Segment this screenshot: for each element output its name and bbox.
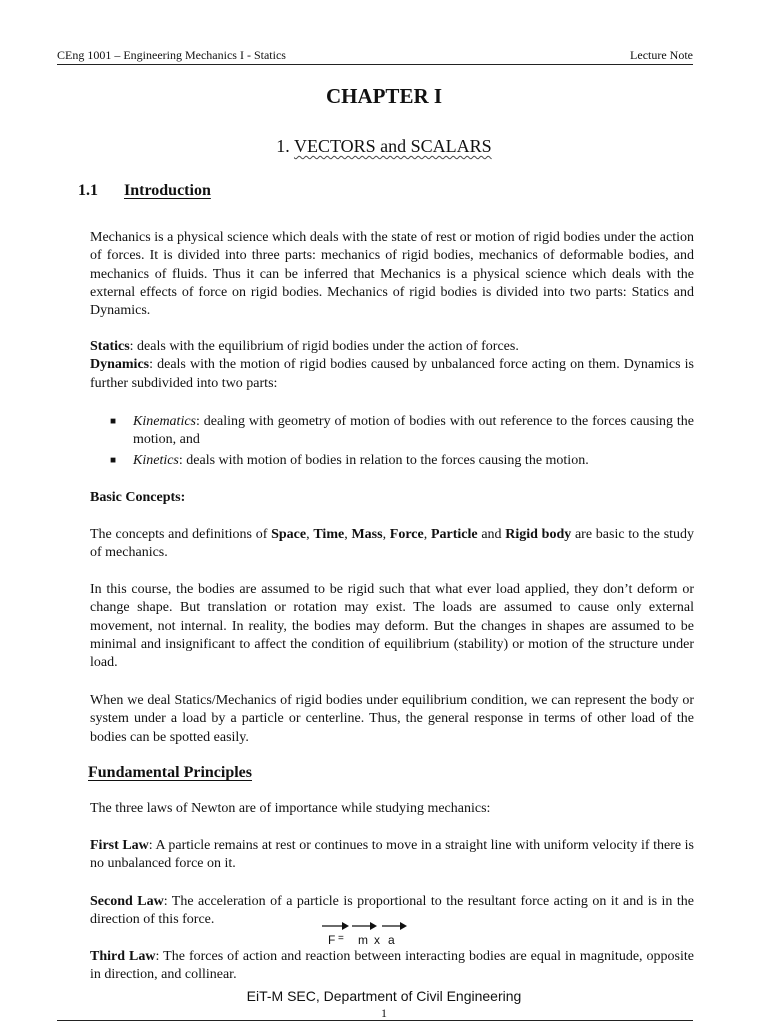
first-law-paragraph	[90, 837, 694, 874]
definitions-paragraph	[90, 338, 694, 393]
statics-term: Statics	[90, 339, 130, 354]
first-law-term: First Law	[90, 838, 149, 853]
concepts-text-end: are basic to the study of mechanics.	[90, 527, 695, 561]
kinematics-term: Kinematics	[133, 414, 196, 429]
separator: ,	[382, 527, 390, 542]
formula-times: x	[374, 933, 381, 947]
formula-force: F	[328, 933, 337, 947]
particle-term: Particle	[430, 527, 478, 542]
mass-term: Mass	[351, 527, 383, 542]
list-item	[90, 413, 694, 450]
second-law-term: Second Law	[90, 894, 164, 909]
kinetics-term: Kinetics	[133, 452, 179, 468]
basic-concepts-heading: Basic Concepts:	[90, 490, 186, 505]
third-law-term: Third Law	[90, 949, 156, 964]
formula-mass: m	[358, 933, 369, 947]
list-item	[90, 452, 694, 470]
rigid-body-term: Rigid body	[505, 527, 572, 542]
third-law-paragraph	[90, 948, 694, 985]
page-number: 1	[381, 1006, 387, 1020]
title-number: 1.	[276, 136, 294, 156]
section-number: 1.1	[78, 182, 98, 199]
dynamics-subdivisions-list	[90, 413, 694, 472]
statics-text: : deals with the equilibrium of rigid bodies under the action of forces.	[129, 339, 519, 354]
second-law-text: : The acceleration of a particle is proportional to the resultant force acting on it and is in the direction of this force.	[90, 894, 694, 928]
fundamental-principles-heading: Fundamental Principles	[88, 764, 253, 781]
vector-arrows-icon	[322, 920, 422, 934]
separator: ,	[423, 527, 431, 542]
running-header	[57, 48, 693, 65]
newton-second-law-formula	[322, 920, 422, 950]
page-footer: EiT-M SEC, Department of Civil Engineering	[246, 988, 522, 1004]
kinematics-text: : dealing with geometry of motion of bodies with out reference to the forces causing the motion, and	[133, 414, 694, 448]
newton-laws-intro: The three laws of Newton are of importance while studying mechanics:	[90, 801, 491, 816]
time-term: Time	[313, 527, 345, 542]
section-title: Introduction	[124, 182, 211, 199]
separator: and	[477, 527, 506, 542]
formula-equals: =	[338, 933, 345, 944]
title-text: VECTORS and SCALARS	[293, 136, 492, 156]
force-term: Force	[389, 527, 424, 542]
intro-paragraph: Mechanics is a physical science which deals with the state of rest or motion of rigid bodies under the action of forces. It is divided into three parts: mechanics of rigid bodies, mechanics of deformable bodies, and mechanics of fluids. Thus it can be inferred that Mechanics is a physical science which deals with the external effects of force on rigid bodies. Mechanics of rigid bodies is divided into two parts: Statics and Dynamics.	[90, 230, 694, 319]
dynamics-text: : deals with the motion of rigid bodies caused by unbalanced force acting on them. Dynamics is further subdivided into two parts:	[90, 357, 694, 391]
space-term: Space	[271, 527, 307, 542]
equilibrium-paragraph: When we deal Statics/Mechanics of rigid bodies under equilibrium condition, we can represent the body or system under a load by a particle or centerline. Thus, the general response in terms of other load of the bodies can be spotted easily.	[90, 693, 694, 745]
third-law-text: : The forces of action and reaction between interacting bodies are equal in magnitude, opposite in direction, and collinear.	[90, 949, 694, 983]
dynamics-term: Dynamics	[90, 357, 150, 373]
separator: ,	[306, 527, 314, 542]
kinetics-text: : deals with motion of bodies in relation to the forces causing the motion.	[178, 452, 589, 468]
bullet-icon: ■	[110, 416, 117, 427]
concepts-text: The concepts and definitions of	[90, 527, 272, 542]
separator: ,	[344, 527, 352, 542]
header-course: CEng 1001 – Engineering Mechanics I - Statics	[57, 48, 286, 62]
section-heading	[78, 182, 211, 200]
chapter-heading: CHAPTER I	[325, 84, 443, 108]
concepts-paragraph	[90, 526, 694, 563]
bullet-icon: ■	[110, 454, 117, 466]
formula-acceleration: a	[388, 933, 396, 947]
header-doc-type: Lecture Note	[630, 48, 693, 62]
course-assumption-paragraph: In this course, the bodies are assumed to be rigid such that what ever load applied, they don’t deform or change shape. But translation or rotation may exist. The loads are assumed to cause only external movement, not internal. In reality, the bodies may deform. But the changes in shapes are assumed to be minimal and insignificant to affect the condition of equilibrium (stability) or motion of the structure under load.	[90, 582, 694, 671]
footer-divider	[57, 1020, 693, 1021]
first-law-text: : A particle remains at rest or continues to move in a straight line with uniform velocity if there is no unbalanced force on it.	[90, 838, 695, 872]
chapter-title	[0, 136, 768, 157]
